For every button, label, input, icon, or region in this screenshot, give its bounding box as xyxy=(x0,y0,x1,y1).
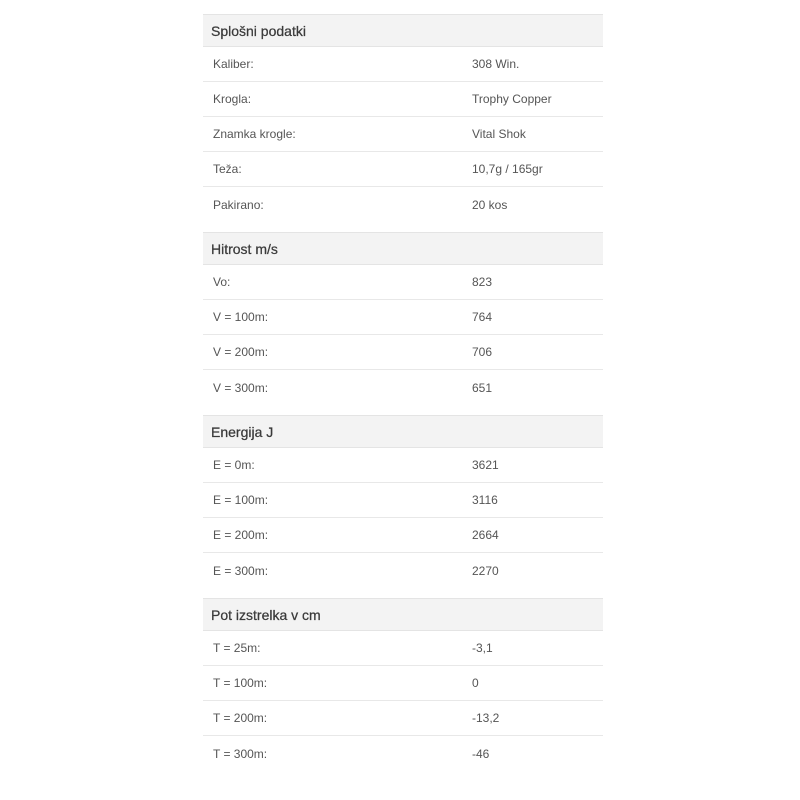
row-label: E = 0m: xyxy=(213,458,255,472)
section-spacer xyxy=(203,222,603,232)
row-label: E = 100m: xyxy=(213,493,269,507)
section-spacer xyxy=(203,405,603,415)
row-value: 651 xyxy=(472,380,493,395)
specification-table xyxy=(203,14,603,771)
section-spacer xyxy=(203,588,603,598)
table-row xyxy=(203,701,603,736)
row-value: -13,2 xyxy=(472,711,500,725)
row-value: 823 xyxy=(472,275,493,289)
row-value: 2664 xyxy=(472,528,499,542)
row-label: E = 300m: xyxy=(213,563,269,578)
row-value: 706 xyxy=(472,345,493,359)
row-label: Teža: xyxy=(213,162,242,176)
row-label: V = 100m: xyxy=(213,310,269,324)
row-label: Znamka krogle: xyxy=(213,127,296,141)
row-label: T = 100m: xyxy=(213,676,268,690)
table-row xyxy=(203,736,603,771)
table-row xyxy=(203,483,603,518)
row-label: T = 200m: xyxy=(213,711,268,725)
table-row xyxy=(203,117,603,152)
table-row xyxy=(203,631,603,666)
section-velocity xyxy=(203,232,603,405)
row-label: V = 200m: xyxy=(213,345,269,359)
table-row xyxy=(203,518,603,553)
row-value: 10,7g / 165gr xyxy=(472,162,543,176)
row-label: T = 25m: xyxy=(213,641,261,655)
section-general xyxy=(203,14,603,222)
row-label: Kaliber: xyxy=(213,57,254,71)
row-value: 2270 xyxy=(472,563,499,578)
row-value: 3621 xyxy=(472,458,499,472)
table-row xyxy=(203,553,603,588)
table-row xyxy=(203,666,603,701)
table-row xyxy=(203,370,603,405)
section-header: Hitrost m/s xyxy=(203,232,603,265)
section-header: Pot izstrelka v cm xyxy=(203,598,603,631)
section-energy xyxy=(203,415,603,588)
table-row xyxy=(203,187,603,222)
section-header: Energija J xyxy=(203,415,603,448)
row-label: Pakirano: xyxy=(213,197,264,212)
table-row xyxy=(203,47,603,82)
table-row xyxy=(203,152,603,187)
table-row xyxy=(203,82,603,117)
row-value: Trophy Copper xyxy=(472,92,552,106)
row-value: 20 kos xyxy=(472,197,508,212)
row-label: V = 300m: xyxy=(213,380,269,395)
table-row xyxy=(203,448,603,483)
section-header: Splošni podatki xyxy=(203,14,603,47)
row-label: T = 300m: xyxy=(213,746,268,761)
table-row xyxy=(203,335,603,370)
row-label: Krogla: xyxy=(213,92,252,106)
row-value: 0 xyxy=(472,676,479,690)
table-row xyxy=(203,265,603,300)
row-value: 308 Win. xyxy=(472,57,520,71)
row-value: 764 xyxy=(472,310,493,324)
row-value: 3116 xyxy=(472,493,498,507)
row-label: Vo: xyxy=(213,275,231,289)
row-value: -3,1 xyxy=(472,641,493,655)
table-row xyxy=(203,300,603,335)
section-trajectory xyxy=(203,598,603,771)
row-value: Vital Shok xyxy=(472,127,526,141)
row-label: E = 200m: xyxy=(213,528,269,542)
row-value: -46 xyxy=(472,746,490,761)
